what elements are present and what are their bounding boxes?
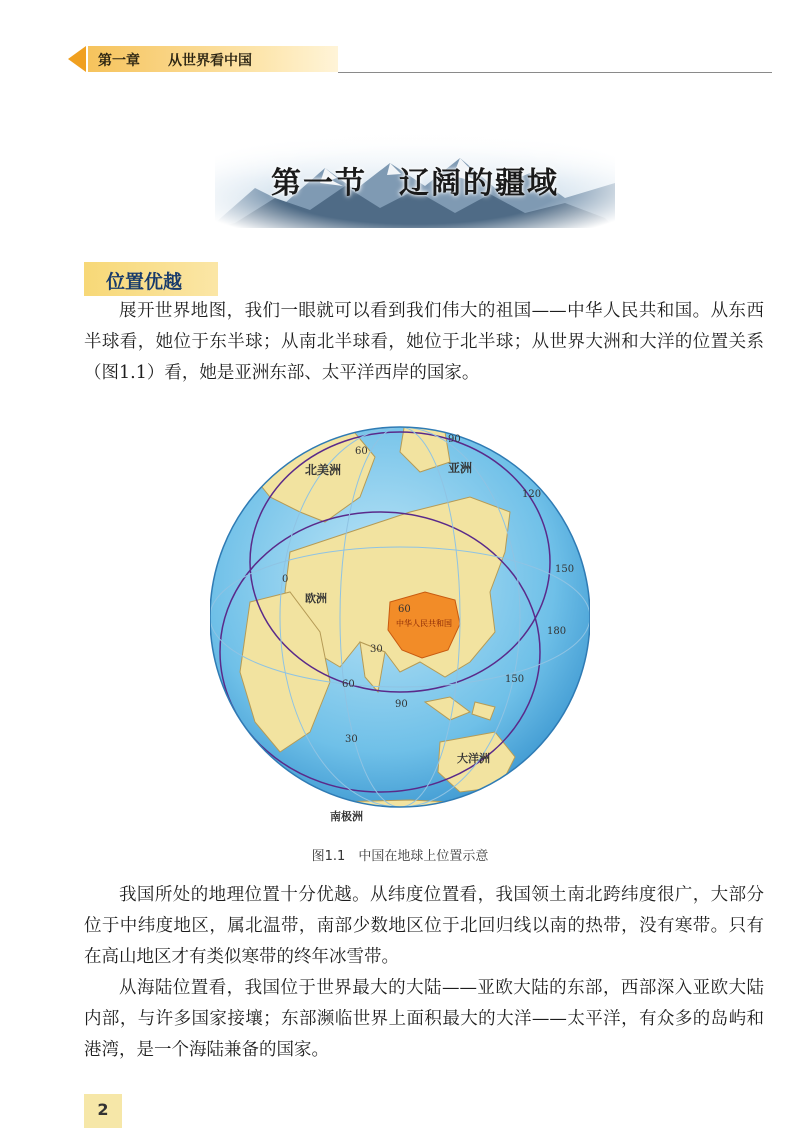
page-number-box <box>84 1094 122 1128</box>
globe-figure <box>210 402 590 832</box>
chapter-arrow-icon <box>68 46 86 72</box>
degree-label: 150 <box>555 564 575 575</box>
label-north-america: 北美洲 <box>305 463 342 477</box>
chapter-label: 第一章 <box>98 53 140 69</box>
figure-caption: 图1.1 中国在地球上位置示意 <box>311 849 489 864</box>
section-title: 第一节 辽阔的疆域 <box>271 166 559 201</box>
degree-label: 30 <box>345 734 358 745</box>
page-number: 2 <box>97 1100 109 1119</box>
globe-map <box>210 402 590 832</box>
section-banner <box>215 128 615 228</box>
header-divider <box>338 72 772 73</box>
degree-label: 0 <box>282 574 289 585</box>
degree-label: 90 <box>395 699 408 710</box>
label-asia-top: 亚洲 <box>448 461 473 475</box>
subsection-label <box>84 262 218 296</box>
land-sea-paragraph: 从海陆位置看，我国位于世界最大的大陆——亚欧大陆的东部，西部深入亚欧大陆内部，与许多国家接壤；东部濒临世界上面积最大的大洋——太平洋，有众多的岛屿和港湾，是一个海陆兼备的国家。 <box>84 978 764 1060</box>
subsection-label-text: 位置优越 <box>106 271 183 293</box>
degree-label: 120 <box>522 489 542 500</box>
degree-label: 30 <box>370 644 383 655</box>
degree-label: 90 <box>448 434 461 445</box>
label-oceania: 大洋洲 <box>457 752 490 765</box>
degree-label: 60 <box>355 446 368 457</box>
chapter-title: 从世界看中国 <box>168 53 252 69</box>
degree-label: 60 <box>398 604 411 615</box>
chapter-header <box>68 44 772 74</box>
label-china: 中华人民共和国 <box>396 619 452 628</box>
label-europe: 欧洲 <box>305 592 327 605</box>
degree-label: 60 <box>342 679 355 690</box>
degree-label: 180 <box>547 626 567 637</box>
intro-paragraph: 展开世界地图，我们一眼就可以看到我们伟大的祖国——中华人民共和国。从东西半球看，她位于东半球；从南北半球看，她位于北半球；从世界大洲和大洋的位置关系（图1.1）看，她是亚洲东部、太平洋西岸的国家。 <box>84 301 764 383</box>
degree-label: 150 <box>505 674 525 685</box>
latitude-paragraph: 我国所处的地理位置十分优越。从纬度位置看，我国领土南北跨纬度很广，大部分位于中纬度地区，属北温带，南部少数地区位于北回归线以南的热带，没有寒带。只有在高山地区才有类似寒带的终年冰雪带。 <box>84 885 764 967</box>
label-antarctica: 南极洲 <box>330 810 363 823</box>
